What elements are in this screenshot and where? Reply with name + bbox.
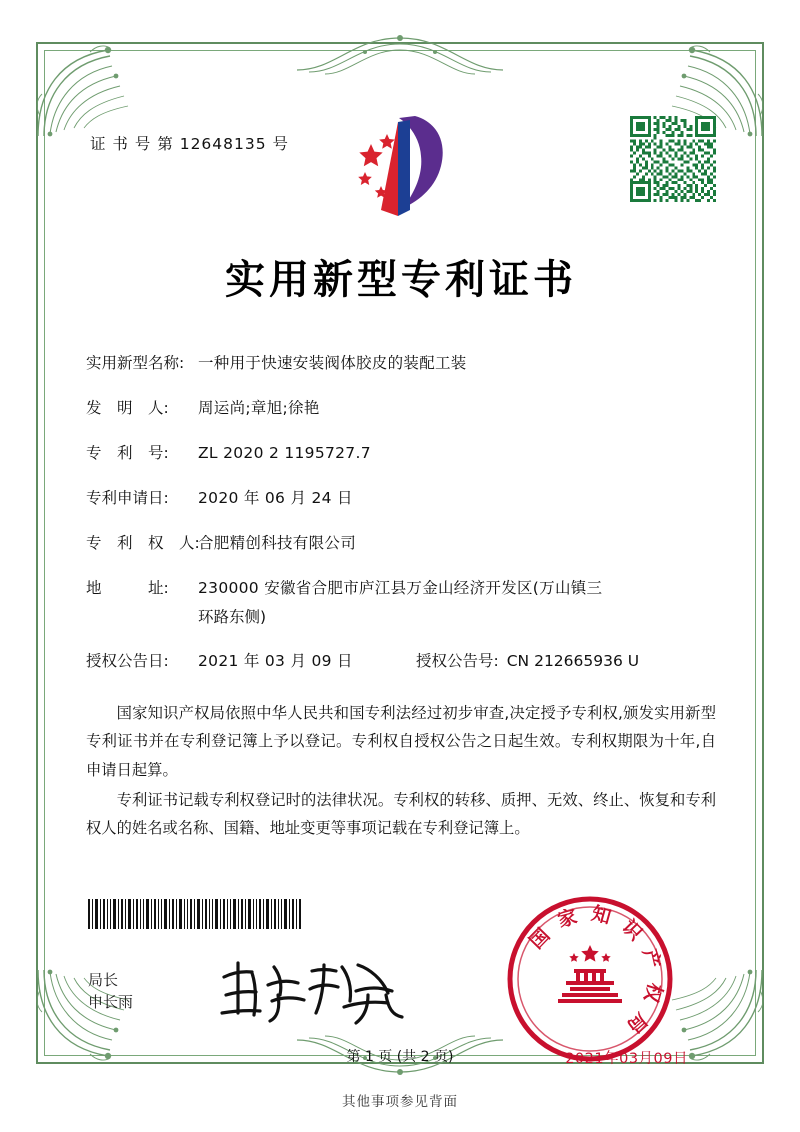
- grant-date-label: 授权公告日:: [86, 652, 169, 671]
- certificate-content: [86, 110, 716, 1079]
- field-value: 合肥精创科技有限公司: [198, 534, 357, 553]
- grant-number: [416, 649, 639, 673]
- field-label: 地 址:: [86, 579, 169, 598]
- field-value: 2020 年 06 月 24 日: [198, 489, 353, 508]
- qr-code: [630, 116, 716, 202]
- grant-number-label: 授权公告号:: [416, 652, 499, 671]
- cnipa-logo-icon: [341, 114, 461, 218]
- field-label: 专 利 权 人:: [86, 534, 200, 553]
- official-seal: [504, 893, 676, 1065]
- field-value: 一种用于快速安装阀体胶皮的装配工装: [198, 354, 467, 372]
- field-utility-model-name: [86, 351, 716, 375]
- field-value: ZL 2020 2 1195727.7: [198, 444, 371, 463]
- grant-number-value: CN 212665936 U: [506, 652, 640, 671]
- field-inventors: [86, 396, 716, 420]
- field-label: 发 明 人:: [86, 399, 169, 418]
- field-patent-number: [86, 441, 716, 465]
- top-ornament-icon: [295, 30, 505, 76]
- paragraph-2: 专利证书记载专利权登记时的法律状况。专利权的转移、质押、无效、终止、恢复和专利权人的姓名或名称、国籍、地址变更等事项记载在专利登记簿上。: [86, 791, 716, 838]
- field-value: 周运尚;章旭;徐艳: [198, 399, 320, 418]
- field-patentee: [86, 531, 716, 555]
- field-application-date: [86, 486, 716, 510]
- seal-date: 2021年03月09日: [565, 1050, 688, 1067]
- director-name: 申长雨: [88, 993, 134, 1012]
- grant-row: [86, 649, 716, 673]
- barcode: [88, 899, 302, 929]
- legal-paragraphs: [86, 699, 716, 842]
- field-label: 专利申请日:: [86, 489, 169, 508]
- grant-date-value: 2021 年 03 月 09 日: [198, 652, 353, 671]
- page-title: 实用新型专利证书: [225, 257, 577, 303]
- footer-note: 其他事项参见背面: [342, 1094, 458, 1110]
- fields-list: [86, 351, 716, 673]
- director-label: 局长: [88, 970, 119, 989]
- certificate-number: 证 书 号 第 12648135 号: [90, 135, 290, 153]
- field-value: 230000 安徽省合肥市庐江县万金山经济开发区(万山镇三: [198, 579, 603, 598]
- page-number: 第 1 页 (共 2 页): [346, 1049, 454, 1065]
- field-label: 专 利 号:: [86, 444, 169, 463]
- field-label: 实用新型名称:: [86, 354, 185, 372]
- field-address-continuation: 环路东侧): [198, 608, 267, 627]
- handwritten-signature: [216, 951, 416, 1029]
- field-address: [86, 576, 716, 600]
- header-row: [86, 110, 716, 230]
- grant-date: [86, 649, 416, 673]
- director-block: [88, 969, 133, 1014]
- svg-text:国家知识产权局: 国家知识产权局: [525, 902, 667, 1045]
- paragraph-1: 国家知识产权局依照中华人民共和国专利法经过初步审查,决定授予专利权,颁发实用新型专利证书并在专利登记簿上予以登记。专利权自授权公告之日起生效。专利权期限为十年,自申请日起算。: [86, 704, 716, 779]
